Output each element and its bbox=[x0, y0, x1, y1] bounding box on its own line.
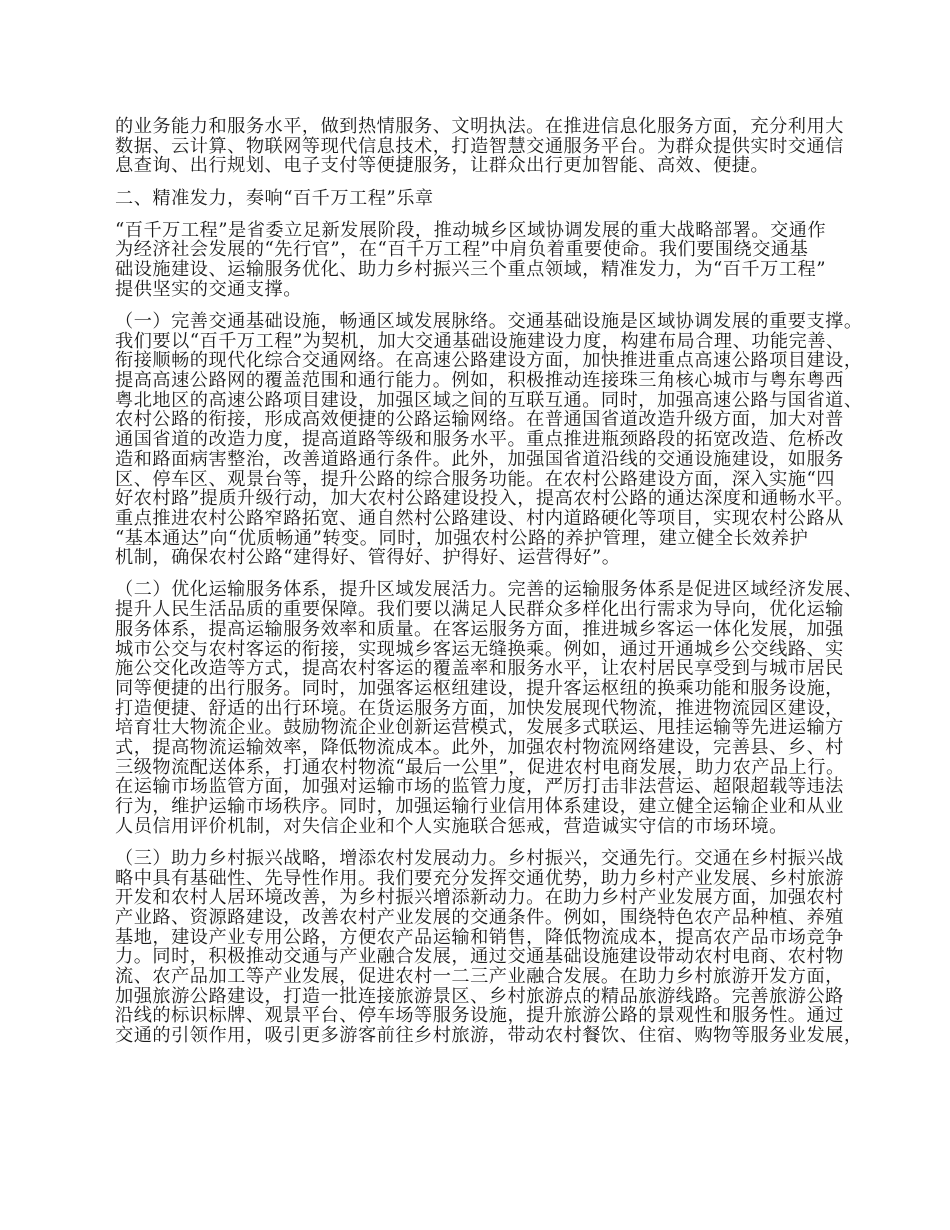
text-line: 培育壮大物流企业。鼓励物流企业创新运营模式，发展多式联运、甩挂运输等先进运输方 bbox=[115, 717, 844, 739]
text-line: 区、停车区、观景台等，提升公路的综合服务功能。在农村公路建设方面，深入实施“四 bbox=[115, 468, 835, 490]
text-line: 式，提高物流运输效率，降低物流成本。此外，加强农村物流网络建设，完善县、乡、村 bbox=[115, 736, 844, 758]
text-line: 的业务能力和服务水平，做到热情服务、文明执法。在推进信息化服务方面，充分利用大 bbox=[115, 116, 844, 137]
paragraph-transport-services bbox=[115, 579, 863, 837]
text-line: 好农村路”提质升级行动，加大农村公路建设投入，提高农村公路的通达深度和通畅水平。 bbox=[115, 488, 854, 510]
paragraph-rural-revitalization bbox=[115, 847, 863, 1047]
text-line: 础设施建设、运输服务优化、助力乡村振兴三个重点领域，精准发力，为“百千万工程” bbox=[115, 259, 827, 281]
text-line: “百千万工程”是省委立足新发展阶段，推动城乡区域协调发展的重大战略部署。交通作 bbox=[115, 219, 827, 241]
text-line: 提供坚实的交通支撑。 bbox=[115, 278, 302, 300]
paragraph-intro-continuation bbox=[115, 117, 845, 176]
text-line: 力。同时，积极推动交通与产业融合发展，通过交通基础设施建设带动农村电商、农村物 bbox=[115, 946, 844, 968]
section-heading bbox=[115, 189, 845, 209]
text-line: 略中具有基础性、先导性作用。我们要充分发挥交通优势，助力乡村产业发展、乡村旅游 bbox=[115, 867, 844, 889]
text-line: （三）助力乡村振兴战略，增添农村发展动力。乡村振兴，交通先行。交通在乡村振兴战 bbox=[115, 847, 844, 869]
text-line: 衔接顺畅的现代化综合交通网络。在高速公路建设方面，加快推进重点高速公路项目建设， bbox=[115, 350, 863, 372]
text-line: 三级物流配送体系，打通农村物流“最后一公里”，促进农村电商发展，助力农产品上行。 bbox=[115, 756, 845, 778]
text-line: 城市公交与农村客运的衔接，实现城乡客运无缝换乘。例如，通过开通城乡公交线路、实 bbox=[115, 638, 844, 660]
paragraph-overview bbox=[115, 221, 845, 300]
text-line: 同等便捷的出行服务。同时，加强客运枢纽建设，提升客运枢纽的换乘功能和服务设施， bbox=[115, 677, 844, 699]
text-line: 为经济社会发展的“先行官”，在“百千万工程”中肩负着重要使命。我们要围绕交通基 bbox=[115, 239, 809, 261]
text-line: 产业路、资源路建设，改善农村产业发展的交通条件。例如，围绕特色农产品种植、养殖 bbox=[115, 906, 844, 928]
text-line: 粤北地区的高速公路项目建设，加强区域之间的互联互通。同时，加强高速公路与国省道、 bbox=[115, 389, 863, 411]
text-line: 重点推进农村公路窄路拓宽、通自然村公路建设、村内道路硬化等项目，实现农村公路从 bbox=[115, 507, 844, 529]
text-line: 数据、云计算、物联网等现代信息技术，打造智慧交通服务平台。为群众提供实时交通信 bbox=[115, 135, 844, 157]
text-line: 提升人民生活品质的重要保障。我们要以满足人民群众多样化出行需求为导向，优化运输 bbox=[115, 599, 844, 621]
text-line: 开发和农村人居环境改善，为乡村振兴增添新动力。在助力乡村产业发展方面，加强农村 bbox=[115, 887, 844, 909]
text-line: 通国省道的改造力度，提高道路等级和服务水平。重点推进瓶颈路段的拓宽改造、危桥改 bbox=[115, 429, 844, 451]
text-line: 施公交化改造等方式，提高农村客运的覆盖率和服务水平，让农村居民享受到与城市居民 bbox=[115, 658, 844, 680]
heading-text: 二、精准发力，奏响“百千万工程”乐章 bbox=[115, 187, 434, 209]
text-line: 在运输市场监管方面，加强对运输市场的监管力度，严厉打击非法营运、超限超载等违法 bbox=[115, 776, 844, 798]
text-line: 人员信用评价机制，对失信企业和个人实施联合惩戒，营造诚实守信的市场环境。 bbox=[115, 815, 788, 837]
text-line: 服务体系，提高运输服务效率和质量。在客运服务方面，推进城乡客运一体化发展，加强 bbox=[115, 618, 844, 640]
text-line: 我们要以“百千万工程”为契机，加大交通基础设施建设力度，构建布局合理、功能完善、 bbox=[115, 330, 845, 352]
text-line: 机制，确保农村公路“建得好、管得好、护得好、运营得好”。 bbox=[115, 547, 621, 569]
text-line: 息查询、出行规划、电子支付等便捷服务，让群众出行更加智能、高效、便捷。 bbox=[115, 155, 770, 177]
text-line: （二）优化运输服务体系，提升区域发展活力。完善的运输服务体系是促进区域经济发展、 bbox=[115, 579, 863, 601]
text-line: 打造便捷、舒适的出行环境。在货运服务方面，加快发展现代物流，推进物流园区建设， bbox=[115, 697, 844, 719]
text-line: 造和路面病害整治，改善道路通行条件。此外，加强国省道沿线的交通设施建设，如服务 bbox=[115, 448, 844, 470]
text-line: 提高高速公路网的覆盖范围和通行能力。例如，积极推动连接珠三角核心城市与粤东粤西 bbox=[115, 370, 844, 392]
document-page bbox=[115, 116, 863, 1058]
text-line: 流、农产品加工等产业发展，促进农村一二三产业融合发展。在助力乡村旅游开发方面， bbox=[115, 966, 844, 987]
text-line: 加强旅游公路建设，打造一批连接旅游景区、乡村旅游点的精品旅游线路。完善旅游公路 bbox=[115, 985, 844, 1007]
text-line: 行为，维护运输市场秩序。同时，加强运输行业信用体系建设，建立健全运输企业和从业 bbox=[115, 796, 844, 817]
text-line: 农村公路的衔接，形成高效便捷的公路运输网络。在普通国省道改造升级方面，加大对普 bbox=[115, 409, 844, 431]
text-line: 交通的引领作用，吸引更多游客前往乡村旅游，带动农村餐饮、住宿、购物等服务业发展， bbox=[115, 1025, 863, 1047]
paragraph-infrastructure bbox=[115, 311, 863, 569]
text-line: 基地，建设产业专用公路，方便农产品运输和销售，降低物流成本，提高农产品市场竞争 bbox=[115, 926, 844, 948]
text-line: 沿线的标识标牌、观景平台、停车场等服务设施，提升旅游公路的景观性和服务性。通过 bbox=[115, 1005, 844, 1027]
text-line: （一）完善交通基础设施，畅通区域发展脉络。交通基础设施是区域协调发展的重要支撑。 bbox=[115, 311, 863, 332]
text-line: “基本通达”向“优质畅通”转变。同时，加强农村公路的养护管理，建立健全长效养护 bbox=[115, 527, 809, 549]
